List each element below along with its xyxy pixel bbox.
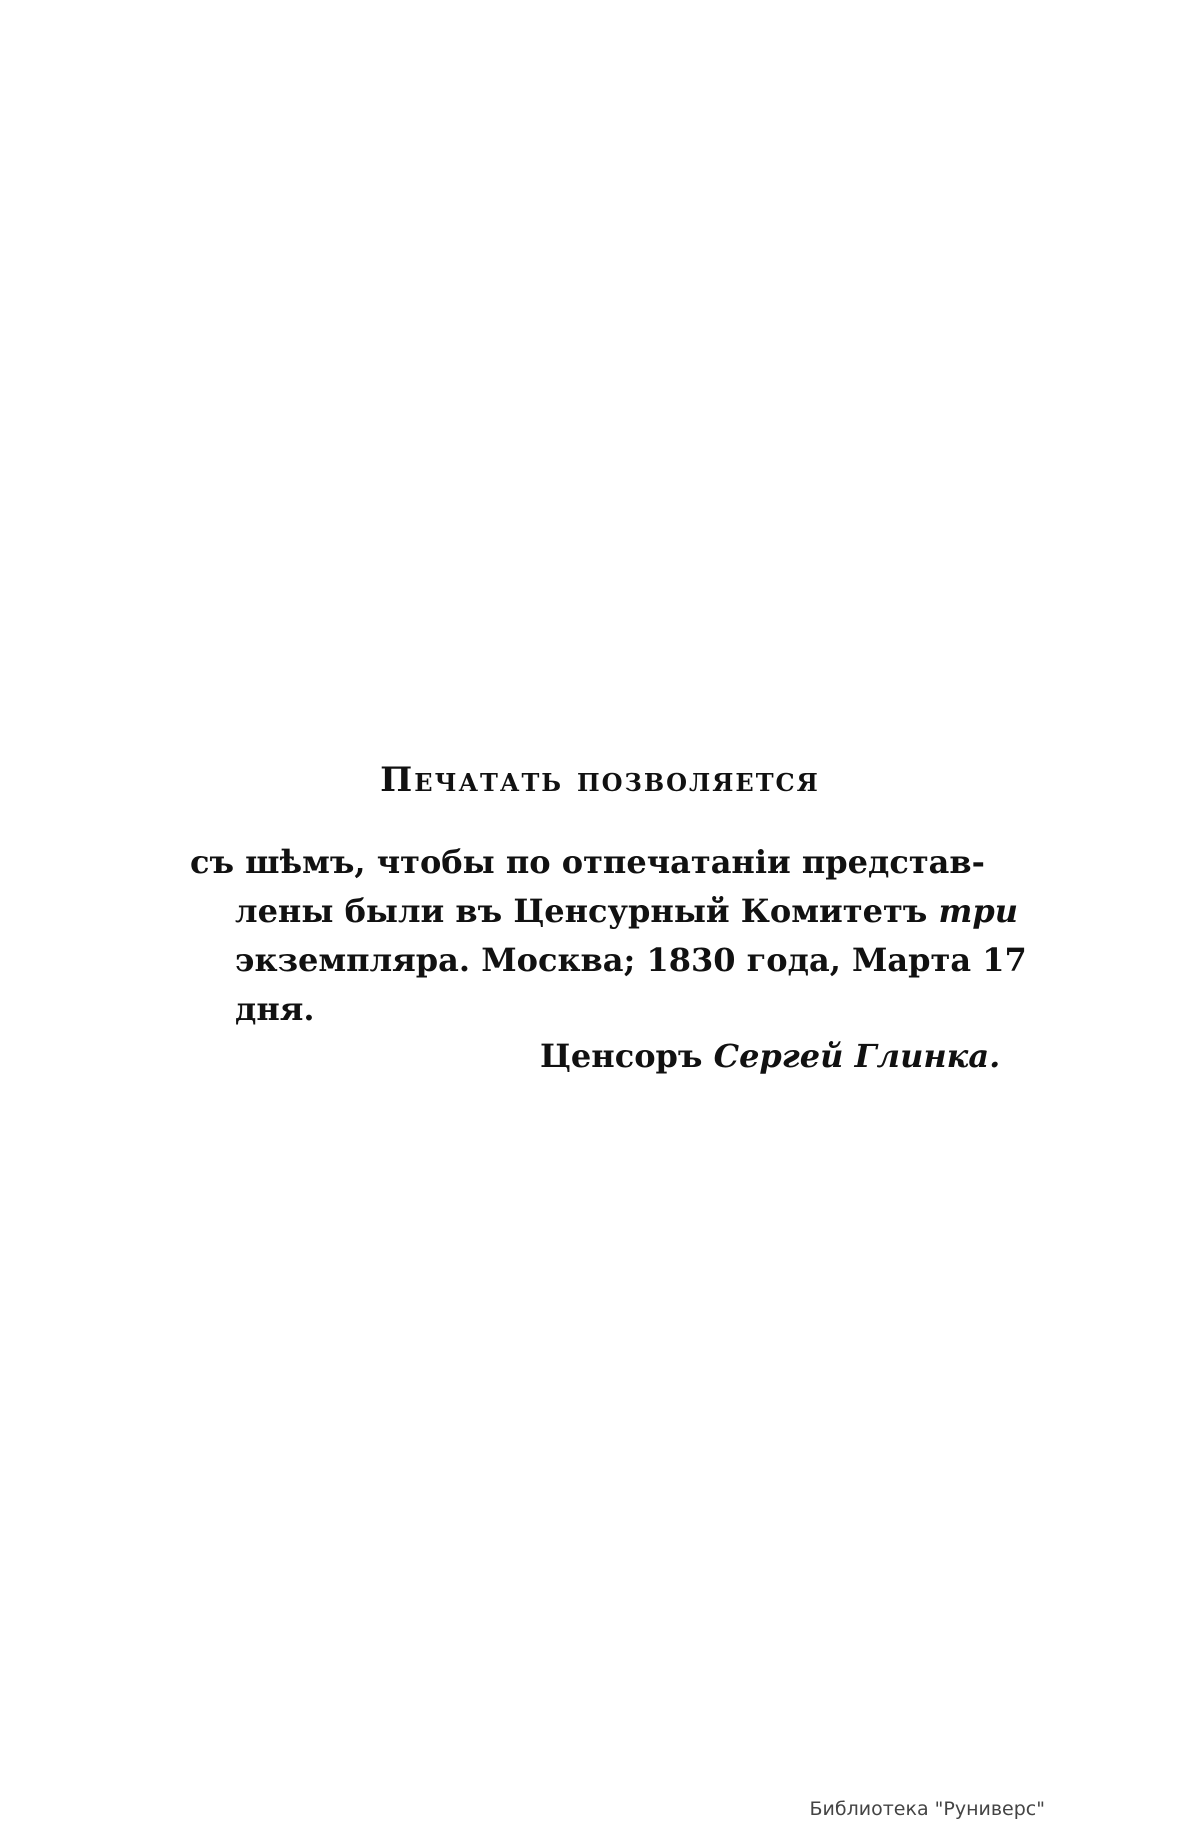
paragraph-line-3: экземпляра. Москва; 1830 года, Марта 17 bbox=[235, 941, 1027, 979]
censor-title: Ценсоръ bbox=[540, 1037, 714, 1075]
censor-name: Сергей Глинка. bbox=[713, 1037, 1001, 1075]
library-credit: Библиотека "Руниверс" bbox=[809, 1798, 1045, 1820]
paragraph-line-1: съ шѣмъ, чтобы по отпечатаніи представ- bbox=[190, 843, 985, 881]
document-paragraph bbox=[190, 838, 1027, 1034]
document-heading: Печатать позволяется bbox=[380, 760, 820, 800]
paragraph-line-2 bbox=[190, 887, 1020, 936]
paragraph-line-2-text: лены были въ Ценсурный Комитетъ bbox=[235, 892, 939, 930]
paragraph-line-4: дня. bbox=[235, 990, 315, 1028]
paragraph-line-2-italic: три bbox=[938, 892, 1018, 930]
censor-signature bbox=[540, 1037, 1000, 1075]
